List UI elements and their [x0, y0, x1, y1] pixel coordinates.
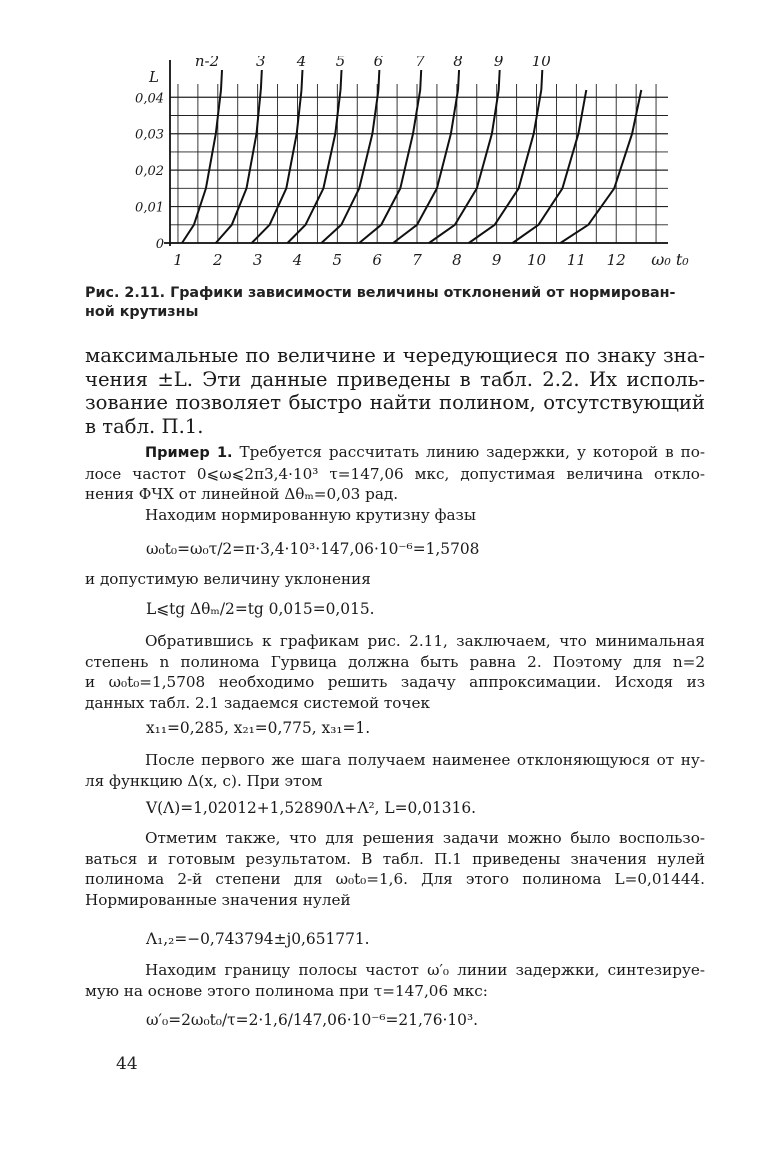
curve-label-n-2: n-2: [194, 56, 220, 70]
example-paragraph: [85, 442, 705, 525]
curve-top-10: [541, 70, 542, 90]
x-tick-label: 8: [452, 251, 462, 269]
para4-line-1: После первого же шага получаем наименее отклоняющуюся от ну-: [145, 751, 705, 769]
curve-5: [288, 90, 341, 243]
para5-line-3: полинома 2-й степени для ω₀t₀=1,6. Для этого полинома L=0,01444.: [85, 870, 705, 888]
curve-top-3: [261, 70, 262, 90]
example-line-1: Требуется рассчитать линию задержки, у которой в по-: [239, 443, 705, 461]
curve-label-8: 8: [453, 56, 463, 70]
curve-top-n-2: [221, 70, 222, 90]
page-number: 44: [116, 1054, 138, 1074]
curve-label-10: 10: [531, 56, 551, 70]
curve-label-7: 7: [415, 56, 425, 70]
paragraph-first-step: [85, 750, 705, 791]
curve-12: [560, 90, 641, 243]
caption-line-1: Графики зависимости величины отклонений от нормирован-: [170, 285, 676, 301]
formula-bandwidth: ω′₀=2ω₀t₀/τ=2·1,6/147,06·10⁻⁶=21,76·10³.: [146, 1011, 479, 1029]
example-line-4: Находим нормированную крутизну фазы: [145, 505, 476, 524]
x-tick-label: 2: [213, 251, 223, 269]
para3-line-4: данных табл. 2.1 задаемся системой точек: [85, 693, 430, 712]
example-line-3: нения ФЧХ от линейной Δθₘ=0,03 рад.: [85, 485, 399, 503]
y-tick-label: 0,02: [135, 164, 164, 180]
paragraph-bandwidth: [85, 960, 705, 1001]
paragraph-ready-result: [85, 828, 705, 910]
intro-line-4: в табл. П.1.: [85, 414, 204, 438]
y-tick-label: 0,04: [135, 91, 164, 107]
figure-number: Рис. 2.11.: [85, 285, 166, 301]
y-tick-label: 0,03: [135, 127, 164, 143]
x-tick-label: 6: [372, 251, 382, 269]
curve-3: [216, 90, 261, 243]
formula-normalized-slope: ω₀t₀=ω₀τ/2=π·3,4·10³·147,06·10⁻⁶=1,5708: [146, 540, 480, 558]
x-tick-label: 11: [566, 251, 586, 269]
curve-top-6: [378, 70, 379, 90]
formula-points: x₁₁=0,285, x₂₁=0,775, x₃₁=1.: [146, 719, 371, 737]
para6-line-1: Находим границу полосы частот ω′₀ линии задержки, синтезируе-: [145, 961, 705, 979]
intro-line-3: зование позволяет быстро найти полином, отсутствующий: [85, 391, 705, 414]
para6-line-2: мую на основе этого полинома при τ=147,06 мкс:: [85, 981, 488, 1000]
curve-6: [321, 90, 378, 243]
curve-label-6: 6: [373, 56, 384, 70]
intro-line-1: максимальные по величине и чередующиеся по знаку зна-: [85, 344, 705, 367]
intro-line-2: чения ±L. Эти данные приведены в табл. 2.2. Их исполь-: [85, 367, 705, 391]
curve-label-4: 4: [296, 56, 307, 70]
paragraph-graphs: [85, 631, 705, 713]
formula-polynomial: V(Λ)=1,02012+1,52890Λ+Λ², L=0,01316.: [146, 799, 477, 817]
y-axis-label: L: [149, 68, 159, 86]
curve-label-5: 5: [335, 56, 346, 70]
curve-top-8: [458, 70, 459, 90]
chart-curves: [182, 70, 641, 243]
curve-top-9: [499, 70, 500, 90]
x-tick-label: 5: [332, 251, 343, 269]
curve-n-2: [182, 90, 221, 243]
x-tick-label: 9: [491, 251, 502, 269]
para4-line-2: ля функцию Δ(x, c). При этом: [85, 771, 323, 790]
curve-top-5: [341, 70, 342, 90]
x-tick-label: 4: [292, 251, 303, 269]
x-axis-label: ω₀ t₀: [651, 250, 689, 269]
curve-label-3: 3: [256, 56, 266, 70]
para3-line-2: степень n полинома Гурвица должна быть равна 2. Поэтому для n=2: [85, 652, 705, 671]
curve-8: [393, 90, 458, 243]
formula-zeros: Λ₁,₂=−0,743794±j0,651771.: [146, 930, 370, 948]
formula-deviation: L⩽tg Δθₘ/2=tg 0,015=0,015.: [146, 600, 375, 618]
curve-10: [469, 90, 542, 243]
curve-7: [359, 90, 420, 243]
y-tick-label: 0: [155, 237, 164, 252]
caption-line-2: ной крутизны: [85, 304, 199, 320]
curve-top-4: [301, 70, 302, 90]
x-tick-label: 7: [412, 251, 422, 269]
text-deviation: [85, 569, 705, 590]
x-tick-label: 3: [252, 251, 263, 269]
x-tick-label: 10: [526, 251, 547, 269]
deviation-chart: [120, 56, 690, 278]
para3-line-1: Обратившись к графикам рис. 2.11, заключаем, что минимальная: [145, 632, 705, 650]
figure-caption: [85, 284, 705, 322]
example-label: Пример 1.: [145, 445, 233, 461]
x-tick-label: 1: [173, 251, 183, 269]
curve-label-9: 9: [493, 56, 504, 70]
example-line-2: лосе частот 0⩽ω⩽2π3,4·10³ τ=147,06 мкс, допустимая величина откло-: [85, 464, 705, 483]
curve-top-7: [420, 70, 421, 90]
para5-line-2: ваться и готовым результатом. В табл. П.1 приведены значения нулей: [85, 849, 705, 868]
curve-9: [429, 90, 499, 243]
para5-line-4: Нормированные значения нулей: [85, 890, 351, 909]
para5-line-1: Отметим также, что для решения задачи можно было воспользо-: [145, 829, 705, 847]
intro-paragraph: [85, 344, 705, 438]
text-deviation-line: и допустимую величину уклонения: [85, 570, 371, 588]
x-tick-label: 12: [606, 251, 626, 269]
para3-line-3: и ω₀t₀=1,5708 необходимо решить задачу аппроксимации. Исходя из: [85, 673, 705, 691]
y-tick-label: 0,01: [135, 200, 164, 216]
